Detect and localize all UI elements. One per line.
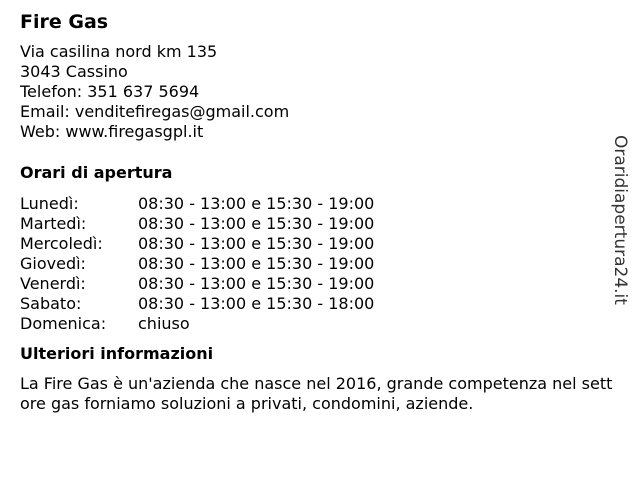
hours-row-tuesday bbox=[20, 214, 610, 234]
day-label: Mercoledì: bbox=[20, 234, 103, 253]
web-line[interactable]: Web: www.firegasgpl.it bbox=[20, 122, 204, 141]
day-hours: 08:30 - 13:00 e 15:30 - 19:00 bbox=[138, 254, 375, 273]
extra-info-text: La Fire Gas è un'azienda che nasce nel 2016, grande competenza nel settore gas forniamo soluzioni a privati, condomini, aziende. bbox=[20, 374, 613, 413]
hours-row-friday bbox=[20, 274, 610, 294]
address-line-2: 3043 Cassino bbox=[20, 62, 128, 81]
site-watermark: Oraridiapertura24.it bbox=[610, 135, 630, 305]
day-label: Domenica: bbox=[20, 314, 107, 333]
day-hours: 08:30 - 13:00 e 15:30 - 18:00 bbox=[138, 294, 375, 313]
email-line[interactable]: Email: venditefiregas@gmail.com bbox=[20, 102, 290, 121]
hours-title: Orari di apertura bbox=[20, 163, 173, 182]
day-label: Sabato: bbox=[20, 294, 82, 313]
day-hours: chiuso bbox=[138, 314, 190, 333]
day-hours: 08:30 - 13:00 e 15:30 - 19:00 bbox=[138, 234, 375, 253]
day-label: Giovedì: bbox=[20, 254, 86, 273]
day-label: Lunedì: bbox=[20, 194, 79, 213]
extra-info-title: Ulteriori informazioni bbox=[20, 344, 214, 363]
day-label: Venerdì: bbox=[20, 274, 86, 293]
day-hours: 08:30 - 13:00 e 15:30 - 19:00 bbox=[138, 194, 375, 213]
contact-block bbox=[20, 42, 610, 142]
business-card bbox=[20, 10, 613, 414]
hours-row-saturday bbox=[20, 294, 610, 314]
address-line-1: Via casilina nord km 135 bbox=[20, 42, 218, 61]
day-hours: 08:30 - 13:00 e 15:30 - 19:00 bbox=[138, 274, 375, 293]
day-hours: 08:30 - 13:00 e 15:30 - 19:00 bbox=[138, 214, 375, 233]
hours-table bbox=[20, 194, 610, 334]
hours-row-thursday bbox=[20, 254, 610, 274]
hours-row-monday bbox=[20, 194, 610, 214]
day-label: Martedì: bbox=[20, 214, 87, 233]
phone-line[interactable]: Telefon: 351 637 5694 bbox=[20, 82, 200, 101]
business-name: Fire Gas bbox=[20, 11, 109, 33]
hours-row-sunday bbox=[20, 314, 610, 334]
hours-row-wednesday bbox=[20, 234, 610, 254]
